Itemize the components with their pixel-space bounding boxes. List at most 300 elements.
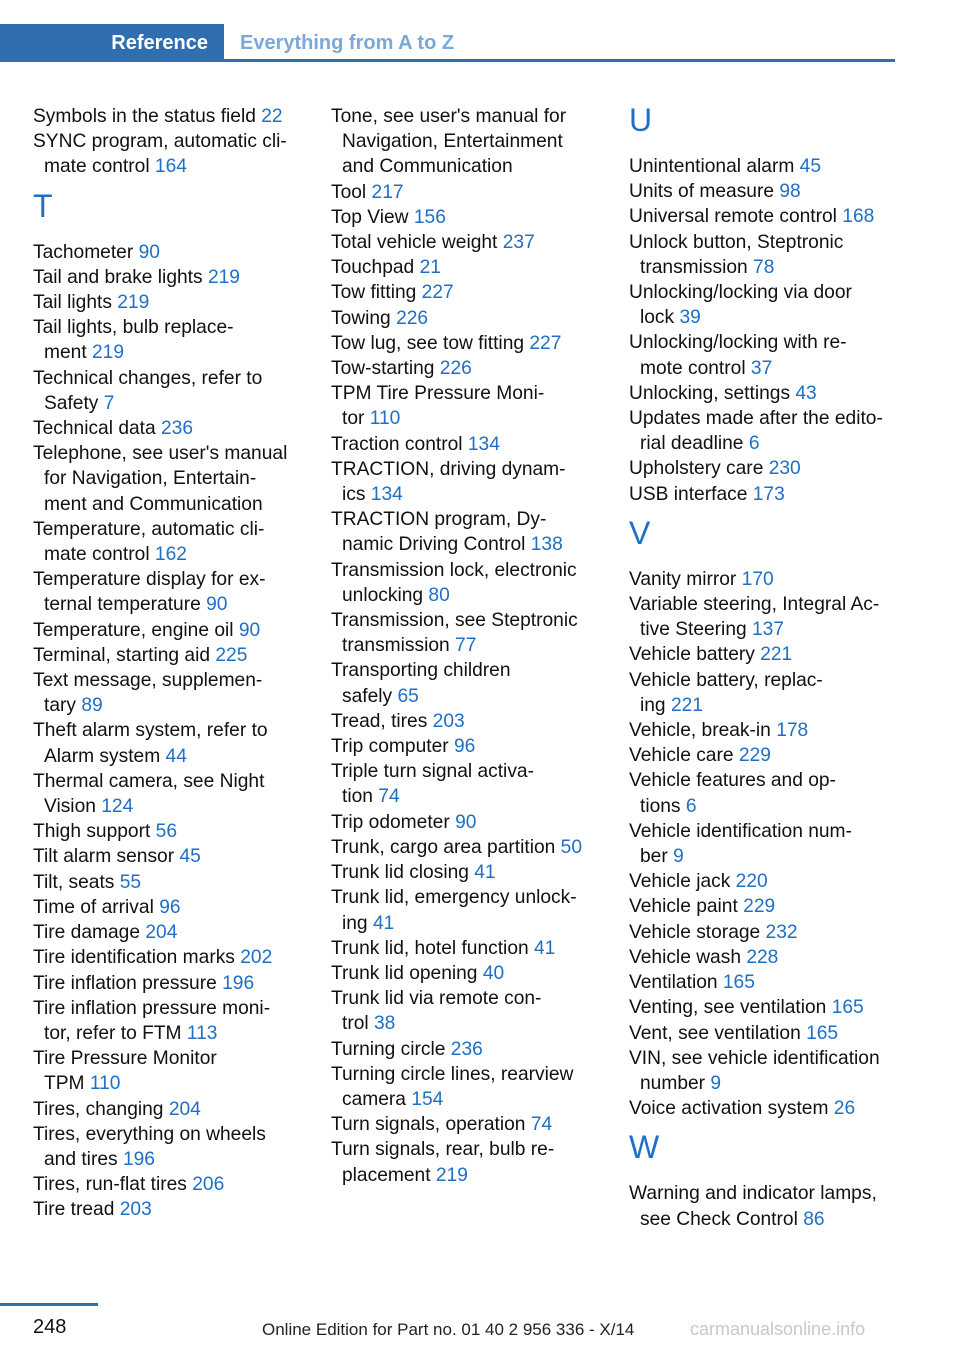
index-entry-text: placement (342, 1164, 431, 1186)
index-entry-text: Trunk, cargo area partition (331, 836, 556, 858)
index-entry (331, 432, 601, 457)
page-reference-link[interactable]: 39 (679, 307, 701, 329)
index-entry-text: camera (342, 1088, 406, 1110)
page-reference-link[interactable]: 202 (240, 947, 273, 969)
page-reference-link[interactable]: 168 (842, 206, 875, 228)
index-entry-text: Tire identification marks (33, 947, 235, 969)
index-entry (331, 608, 601, 658)
index-entry-text: Thermal camera, see Night (33, 770, 265, 792)
page-reference-link[interactable]: 9 (673, 846, 684, 868)
index-entry (629, 1096, 897, 1121)
index-entry (331, 255, 601, 280)
page-reference-link[interactable]: 41 (372, 912, 395, 934)
index-entry-text: Turn signals, rear, bulb re- (331, 1139, 555, 1161)
page-reference-link[interactable]: 170 (741, 568, 774, 590)
edition-note: Online Edition for Part no. 01 40 2 956 336 - X/14 (262, 1320, 635, 1339)
index-entry (331, 810, 601, 835)
page-reference-link[interactable]: 37 (750, 357, 773, 379)
index-entry-text: tion (342, 786, 373, 808)
page-reference-link[interactable]: 221 (760, 644, 793, 666)
index-entry-text: Turning circle lines, rearview (331, 1063, 574, 1085)
index-entry (331, 180, 601, 205)
index-entry (331, 306, 601, 331)
index-entry-text: Transporting children (331, 660, 511, 682)
index-entry-text: TRACTION, driving dynam- (331, 458, 566, 480)
index-entry (33, 769, 303, 819)
section-tab: Reference (0, 24, 224, 62)
page-reference-link[interactable]: 228 (746, 946, 779, 968)
page-reference-link[interactable]: 221 (670, 694, 703, 716)
index-entry-text: Vehicle battery (629, 644, 755, 666)
index-letter-heading: W (629, 1129, 660, 1166)
index-entry (629, 154, 897, 179)
index-entry (629, 945, 897, 970)
index-entry-text: mote control (640, 357, 746, 379)
index-entry-text: Symbols in the status field (33, 106, 256, 127)
index-column-2 (331, 104, 601, 1188)
index-entry (33, 265, 303, 290)
index-entry (33, 996, 303, 1046)
index-entry-text: Unlock button, Steptronic (629, 231, 844, 253)
index-entry-text: Tail lights, bulb replace- (33, 317, 234, 339)
index-entry (33, 315, 303, 365)
index-entry-text: Temperature display for ex- (33, 569, 266, 591)
index-entry-text: Towing (331, 307, 391, 329)
index-entry (331, 331, 601, 356)
page-reference-link[interactable]: 43 (795, 382, 817, 404)
index-entry-text: and Communication (342, 156, 513, 178)
index-entry (629, 482, 897, 507)
index-entry-text: Alarm system (44, 745, 161, 767)
index-entry-text: Tail and brake lights (33, 266, 203, 288)
index-entry-text: Tow fitting (331, 282, 417, 304)
index-entry-text: Tire inflation pressure moni- (33, 997, 271, 1019)
index-entry-text: Navigation, Entertainment (342, 131, 563, 153)
index-entry-text: Units of measure (629, 181, 775, 203)
page-reference-link[interactable]: 178 (776, 720, 809, 742)
index-entry-text: Venting, see ventilation (629, 997, 827, 1019)
index-entry (33, 870, 303, 895)
index-entry-text: Time of arrival (33, 896, 154, 918)
page-reference-link[interactable]: 225 (215, 644, 248, 666)
index-entry (33, 441, 303, 517)
index-entry-text: mate control (44, 156, 150, 178)
page-reference-link[interactable]: 55 (119, 871, 142, 893)
index-entry-text: see Check Control (640, 1208, 798, 1230)
page-reference-link[interactable]: 217 (371, 181, 404, 203)
index-entry-text: tor, refer to FTM (44, 1022, 182, 1044)
page-reference-link[interactable]: 232 (765, 921, 798, 943)
index-entry (629, 1021, 897, 1046)
index-entry (33, 895, 303, 920)
index-entry (33, 844, 303, 869)
index-entry-text: Tires, run-flat tires (33, 1174, 187, 1196)
index-entry-text: Tachometer (33, 241, 134, 263)
index-entry-text: Turn signals, operation (331, 1114, 526, 1136)
index-entry-text: Tread, tires (331, 710, 428, 732)
index-entry-text: Variable steering, Integral Ac- (629, 594, 880, 616)
index-entry-text: Terminal, starting aid (33, 644, 211, 666)
index-entry-text: Tire tread (33, 1199, 115, 1221)
index-entry (331, 356, 601, 381)
page-reference-link[interactable]: 96 (159, 896, 181, 918)
page-reference-link[interactable]: 137 (752, 619, 785, 641)
index-entry (331, 986, 601, 1036)
index-entry-text: Tone, see user's manual for (331, 106, 567, 127)
index-entry (33, 1172, 303, 1197)
page-reference-link[interactable]: 98 (779, 181, 801, 203)
index-entry-text: Transmission lock, electronic (331, 559, 577, 581)
index-entry (33, 104, 303, 129)
page-reference-link[interactable]: 220 (735, 871, 768, 893)
index-entry-text: Tires, everything on wheels (33, 1123, 266, 1145)
index-entry (331, 558, 601, 608)
index-letter-heading: T (33, 187, 53, 224)
index-entry (33, 290, 303, 315)
index-entry (33, 920, 303, 945)
index-entry-text: TPM (44, 1073, 85, 1095)
index-entry-text: Tire Pressure Monitor (33, 1048, 217, 1070)
index-entry (33, 366, 303, 416)
index-entry (33, 718, 303, 768)
index-entry-text: VIN, see vehicle identification (629, 1047, 880, 1069)
index-entry (331, 1062, 601, 1112)
page-reference-link[interactable]: 56 (155, 821, 178, 843)
index-entry (331, 230, 601, 255)
index-entry-text: Tow lug, see tow fitting (331, 332, 525, 354)
page-reference-link[interactable]: 219 (117, 292, 150, 314)
index-entry-text: Upholstery care (629, 458, 764, 480)
index-entry-text: namic Driving Control (342, 534, 526, 556)
index-entry (33, 945, 303, 970)
index-entry-text: ber (640, 846, 668, 868)
index-entry (331, 280, 601, 305)
index-entry-text: lock (640, 307, 675, 329)
index-column-1 (33, 104, 303, 1223)
page-reference-link[interactable]: 230 (768, 458, 801, 480)
index-entry (33, 618, 303, 643)
index-entry (629, 1181, 897, 1231)
index-entry (331, 1037, 601, 1062)
index-entry (629, 230, 897, 280)
page-reference-link[interactable]: 7 (103, 392, 115, 414)
index-entry-text: Tires, changing (33, 1098, 164, 1120)
page-reference-link[interactable]: 204 (145, 922, 178, 944)
index-entry (629, 668, 897, 718)
index-entry-text: Vehicle paint (629, 896, 738, 918)
watermark: carmanualsonline.info (690, 1319, 866, 1339)
index-entry-text: number (640, 1072, 706, 1094)
page-reference-link[interactable]: 165 (806, 1022, 839, 1044)
index-entry-text: Unlocking/locking with re- (629, 332, 847, 354)
index-entry-text: Trip odometer (331, 811, 450, 833)
page-reference-link[interactable]: 45 (799, 156, 822, 177)
page-reference-link[interactable]: 229 (738, 745, 771, 767)
index-entry-text: Trunk lid, hotel function (331, 937, 529, 959)
index-entry-text: tor (342, 408, 365, 430)
page-reference-link[interactable]: 138 (530, 534, 563, 556)
index-entry-text: Telephone, see user's manual (33, 443, 288, 465)
index-entry-text: Tire damage (33, 922, 141, 944)
index-entry-text: TPM Tire Pressure Moni- (331, 383, 545, 405)
page-reference-link[interactable]: 227 (421, 282, 454, 304)
page-reference-link[interactable]: 204 (168, 1098, 201, 1120)
index-entry (33, 416, 303, 441)
index-entry (629, 204, 897, 229)
index-entry-text: Vehicle care (629, 745, 734, 767)
index-entry-text: ment and Communication (44, 493, 263, 515)
index-entry-text: Trip computer (331, 736, 449, 758)
index-entry-text: tary (44, 695, 76, 717)
subsection-title: Everything from A to Z (240, 31, 455, 54)
index-entry-text: Technical changes, refer to (33, 367, 263, 389)
page-reference-link[interactable]: 6 (748, 433, 760, 455)
index-entry (33, 643, 303, 668)
index-entry-text: Warning and indicator lamps, (629, 1183, 877, 1205)
page-reference-link[interactable]: 110 (89, 1073, 121, 1095)
index-entry (629, 995, 897, 1020)
index-entry-text: Tow-starting (331, 358, 435, 380)
index-entry-text: SYNC program, automatic cli- (33, 131, 287, 153)
index-entry-text: safely (342, 685, 393, 707)
index-entry (629, 970, 897, 995)
index-entry-text: Safety (44, 392, 99, 414)
page-reference-link[interactable]: 226 (439, 358, 472, 380)
page-reference-link[interactable]: 226 (396, 307, 429, 329)
page-number: 248 (33, 1316, 67, 1338)
index-entry (331, 1137, 601, 1187)
index-entry-text: Vision (44, 796, 96, 818)
index-entry-text: Tool (331, 181, 367, 203)
index-entry (33, 567, 303, 617)
index-entry-text: Thigh support (33, 821, 151, 843)
index-entry (629, 330, 897, 380)
page-reference-link[interactable]: 229 (743, 896, 776, 918)
page-reference-link[interactable]: 77 (455, 635, 477, 657)
index-entry (331, 936, 601, 961)
index-entry-text: Vent, see ventilation (629, 1022, 801, 1044)
index-entry (331, 658, 601, 708)
index-entry-text: ics (342, 484, 366, 506)
index-entry-text: Vanity mirror (629, 568, 737, 590)
index-entry (33, 1046, 303, 1096)
page-reference-link[interactable]: 6 (685, 795, 697, 817)
index-entry (33, 517, 303, 567)
page-reference-link[interactable]: 165 (831, 997, 864, 1019)
page-reference-link[interactable]: 74 (378, 786, 400, 808)
index-entry (331, 860, 601, 885)
page-reference-link[interactable]: 164 (154, 156, 187, 178)
page-reference-link[interactable]: 86 (803, 1208, 825, 1230)
index-entry-text: ment (44, 342, 87, 364)
page-reference-link[interactable]: 45 (179, 846, 201, 868)
index-entry-text: Tire inflation pressure (33, 972, 217, 994)
index-column-3 (629, 104, 897, 1232)
index-entry (331, 205, 601, 230)
index-entry (33, 129, 303, 179)
page-reference-link[interactable]: 113 (186, 1022, 218, 1044)
page-reference-link[interactable]: 196 (122, 1148, 155, 1170)
index-entry-text: Trunk lid opening (331, 962, 478, 984)
index-entry (629, 768, 897, 818)
page-reference-link[interactable]: 21 (419, 257, 441, 279)
index-entry-text: TRACTION program, Dy- (331, 509, 547, 531)
index-entry-text: and tires (44, 1148, 118, 1170)
page-reference-link[interactable]: 203 (432, 710, 465, 732)
index-entry (33, 668, 303, 718)
index-entry-text: Total vehicle weight (331, 232, 498, 254)
page-reference-link[interactable]: 96 (454, 736, 476, 758)
index-entry (331, 381, 601, 431)
page-reference-link[interactable]: 65 (397, 685, 419, 707)
page-reference-link[interactable]: 44 (165, 745, 187, 767)
index-entry (629, 718, 897, 743)
index-entry-text: Tail lights (33, 292, 112, 314)
page-reference-link[interactable]: 78 (753, 256, 775, 278)
page-reference-link[interactable]: 90 (138, 241, 160, 263)
index-entry (331, 961, 601, 986)
index-entry (331, 709, 601, 734)
index-entry (33, 1097, 303, 1122)
index-entry-text: Temperature, engine oil (33, 619, 234, 641)
index-entry-text: Traction control (331, 433, 463, 455)
index-entry-text: Unintentional alarm (629, 156, 795, 177)
index-entry-text: transmission (342, 635, 450, 657)
index-entry (33, 971, 303, 996)
index-letter-heading: U (629, 102, 653, 138)
index-entry-text: Trunk lid closing (331, 862, 469, 884)
index-entry (629, 819, 897, 869)
page-reference-link[interactable]: 90 (238, 619, 261, 641)
page-reference-link[interactable]: 9 (710, 1072, 722, 1094)
page-reference-link[interactable]: 236 (161, 418, 194, 440)
index-entry-text: Turning circle (331, 1038, 446, 1060)
page-reference-link[interactable]: 219 (92, 342, 125, 364)
index-entry-text: Updates made after the edito- (629, 408, 883, 430)
index-entry-text: Theft alarm system, refer to (33, 720, 268, 742)
page-reference-link[interactable]: 227 (529, 332, 562, 354)
index-entry-text: Vehicle jack (629, 871, 731, 893)
page-reference-link[interactable]: 196 (222, 972, 255, 994)
page-reference-link[interactable]: 206 (192, 1174, 225, 1196)
page-reference-link[interactable]: 124 (101, 796, 134, 818)
index-entry-text: Trunk lid via remote con- (331, 988, 542, 1010)
page-reference-link[interactable]: 236 (450, 1038, 483, 1060)
index-entry-text: transmission (640, 256, 748, 278)
page-reference-link[interactable]: 203 (119, 1199, 152, 1221)
index-entry-text: Vehicle identification num- (629, 820, 852, 842)
index-entry (629, 592, 897, 642)
page-reference-link[interactable]: 40 (482, 962, 505, 984)
index-entry-text: tive Steering (640, 619, 747, 641)
page-reference-link[interactable]: 156 (413, 206, 446, 228)
page-reference-link[interactable]: 173 (752, 483, 785, 505)
index-entry (331, 835, 601, 860)
page-header (0, 24, 895, 62)
index-entry-text: Triple turn signal activa- (331, 761, 534, 783)
index-entry-text: for Navigation, Entertain- (44, 468, 257, 490)
page-reference-link[interactable]: 26 (833, 1098, 856, 1120)
index-entry (629, 406, 897, 456)
index-entry-text: Transmission, see Steptronic (331, 610, 578, 632)
index-entry-text: Vehicle features and op- (629, 770, 836, 792)
index-entry (629, 1046, 897, 1096)
page-reference-link[interactable]: 134 (467, 433, 500, 455)
index-entry (629, 567, 897, 592)
page-reference-link[interactable]: 162 (154, 544, 187, 566)
index-entry-text: Vehicle wash (629, 946, 741, 968)
index-entry (33, 819, 303, 844)
page-reference-link[interactable]: 50 (560, 836, 583, 858)
index-entry (33, 1197, 303, 1222)
page-reference-link[interactable]: 154 (411, 1088, 444, 1110)
page-reference-link[interactable]: 38 (374, 1013, 396, 1035)
index-entry-text: ternal temperature (44, 594, 201, 616)
index-entry-text: Unlocking/locking via door (629, 282, 852, 304)
index-entry-text: unlocking (342, 584, 424, 606)
index-entry-text: Universal remote control (629, 206, 837, 228)
index-entry (629, 920, 897, 945)
index-entry (331, 457, 601, 507)
page-reference-link[interactable]: 134 (370, 484, 403, 506)
index-entry (629, 456, 897, 481)
page-reference-link[interactable]: 165 (722, 972, 755, 994)
index-entry (33, 1122, 303, 1172)
page-reference-link[interactable]: 90 (455, 811, 477, 833)
index-entry (629, 894, 897, 919)
page-reference-link[interactable]: 219 (435, 1164, 468, 1186)
index-entry-text: Vehicle battery, replac- (629, 669, 823, 691)
page-reference-link[interactable]: 41 (534, 937, 556, 959)
index-entry-text: tions (640, 795, 681, 817)
index-entry-text: Text message, supplemen- (33, 670, 263, 692)
page-reference-link[interactable]: 90 (206, 594, 228, 616)
page-reference-link[interactable]: 41 (474, 862, 496, 884)
page-reference-link[interactable]: 110 (369, 408, 401, 430)
index-entry-text: Ventilation (629, 972, 718, 994)
index-entry (629, 869, 897, 894)
index-entry-text: ing (640, 694, 666, 716)
index-entry-text: mate control (44, 544, 150, 566)
index-entry-text: USB interface (629, 483, 748, 505)
index-entry-text: Voice activation system (629, 1098, 829, 1120)
page-reference-link[interactable]: 22 (261, 106, 283, 127)
index-entry (629, 642, 897, 667)
footer-rule (0, 1303, 98, 1306)
index-entry (33, 240, 303, 265)
index-entry (629, 280, 897, 330)
index-entry (629, 381, 897, 406)
index-entry-text: Vehicle storage (629, 921, 761, 943)
index-entry (629, 179, 897, 204)
index-entry-text: Technical data (33, 418, 156, 440)
page-reference-link[interactable]: 237 (502, 232, 535, 254)
page-reference-link[interactable]: 80 (428, 584, 450, 606)
index-entry-text: Tilt, seats (33, 871, 115, 893)
index-entry (331, 734, 601, 759)
index-entry-text: Vehicle, break-in (629, 720, 771, 742)
index-entry (629, 743, 897, 768)
page-reference-link[interactable]: 89 (81, 695, 103, 717)
page-reference-link[interactable]: 74 (530, 1114, 553, 1136)
index-entry-text: Top View (331, 206, 409, 228)
index-entry-text: Unlocking, settings (629, 382, 791, 404)
page-reference-link[interactable]: 219 (207, 266, 240, 288)
index-entry-text: Touchpad (331, 257, 415, 279)
index-entry (331, 507, 601, 557)
index-entry-text: ing (342, 912, 368, 934)
index-entry (331, 885, 601, 935)
